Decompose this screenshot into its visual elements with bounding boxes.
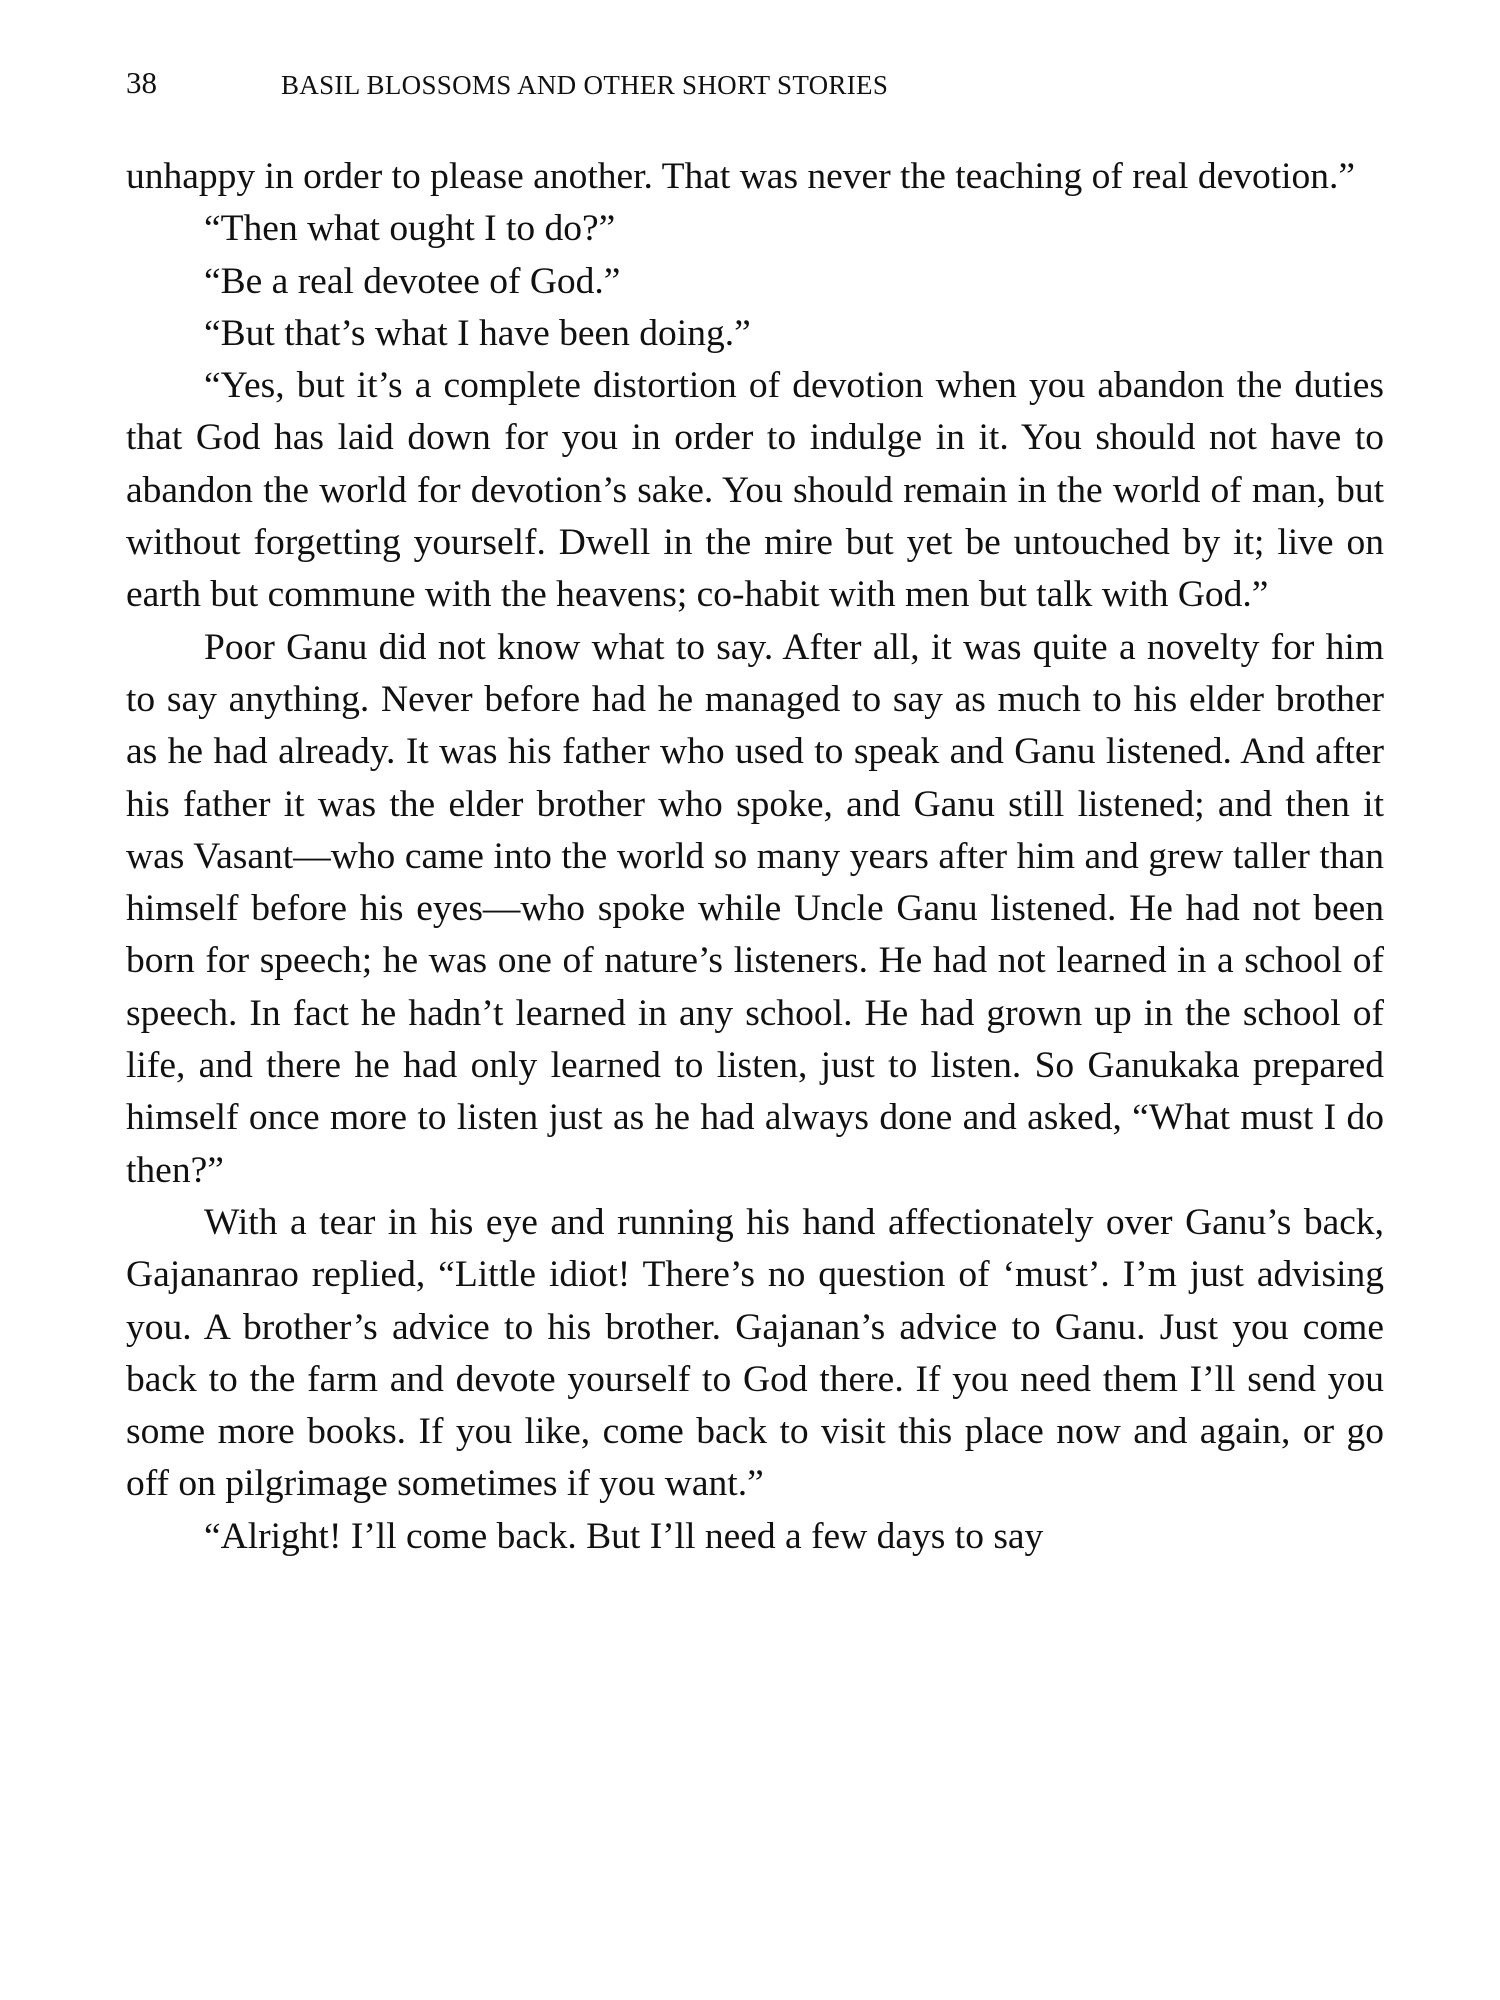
paragraph-dialogue: “Alright! I’ll come back. But I’ll need a few days to say (204, 1515, 1044, 1557)
book-title: BASIL BLOSSOMS AND OTHER SHORT STORIES (281, 70, 889, 100)
paragraph-narrative: Poor Ganu did not know what to say. After all, it was quite a novelty for him to say anything. Never before had he managed to say as much to his elder brother as he had already. It was his father who used to speak and Ganu listened. And after his father it was the elder brother who spoke, and Ganu still listened; and then it was Vasant—who came into the world so many years after him and grew taller than himself before his eyes—who spoke while Uncle Ganu listened. He had not been born for speech; he was one of nature’s listeners. He had not learned in a school of speech. In fact he hadn’t learned in any school. He had grown up in the school of life, and there he had only learned to listen, just to listen. So Ganukaka prepared himself once more to listen just as he had always done and asked, “What must I do then?” (126, 626, 1384, 1191)
paragraph-dialogue: “Be a real devotee of God.” (204, 260, 621, 302)
paragraph-dialogue: “Then what ought I to do?” (204, 208, 616, 250)
paragraph-continued: unhappy in order to please another. That was never the teaching of real devotion.” (126, 156, 1356, 197)
paragraph-dialogue: “Yes, but it’s a complete distortion of devotion when you abandon the duties that God has laid down for you in order to indulge in it. You should not have to abandon the world for devotion’s sake. You should remain in the world of man, but without forgetting yourself. Dwell in the mire but yet be untouched by it; live on earth but commune with the heavens; co-habit with men but talk with God.” (126, 365, 1384, 616)
page-number: 38 (126, 65, 157, 100)
running-head (126, 58, 1386, 108)
paragraph-narrative: With a tear in his eye and running his hand affectionately over Ganu’s back, Gajananrao replied, “Little idiot! There’s no question of ‘must’. I’m just advising you. A brother’s advice to his brother. Gajanan’s advice to Ganu. Just you come back to the farm and devote yourself to God there. If you need them I’ll send you some more books. If you like, come back to visit this place now and again, or go off on pilgrimage sometimes if you want.” (126, 1201, 1384, 1505)
body-text (126, 151, 1384, 1563)
paragraph-dialogue: “But that’s what I have been doing.” (204, 312, 751, 354)
